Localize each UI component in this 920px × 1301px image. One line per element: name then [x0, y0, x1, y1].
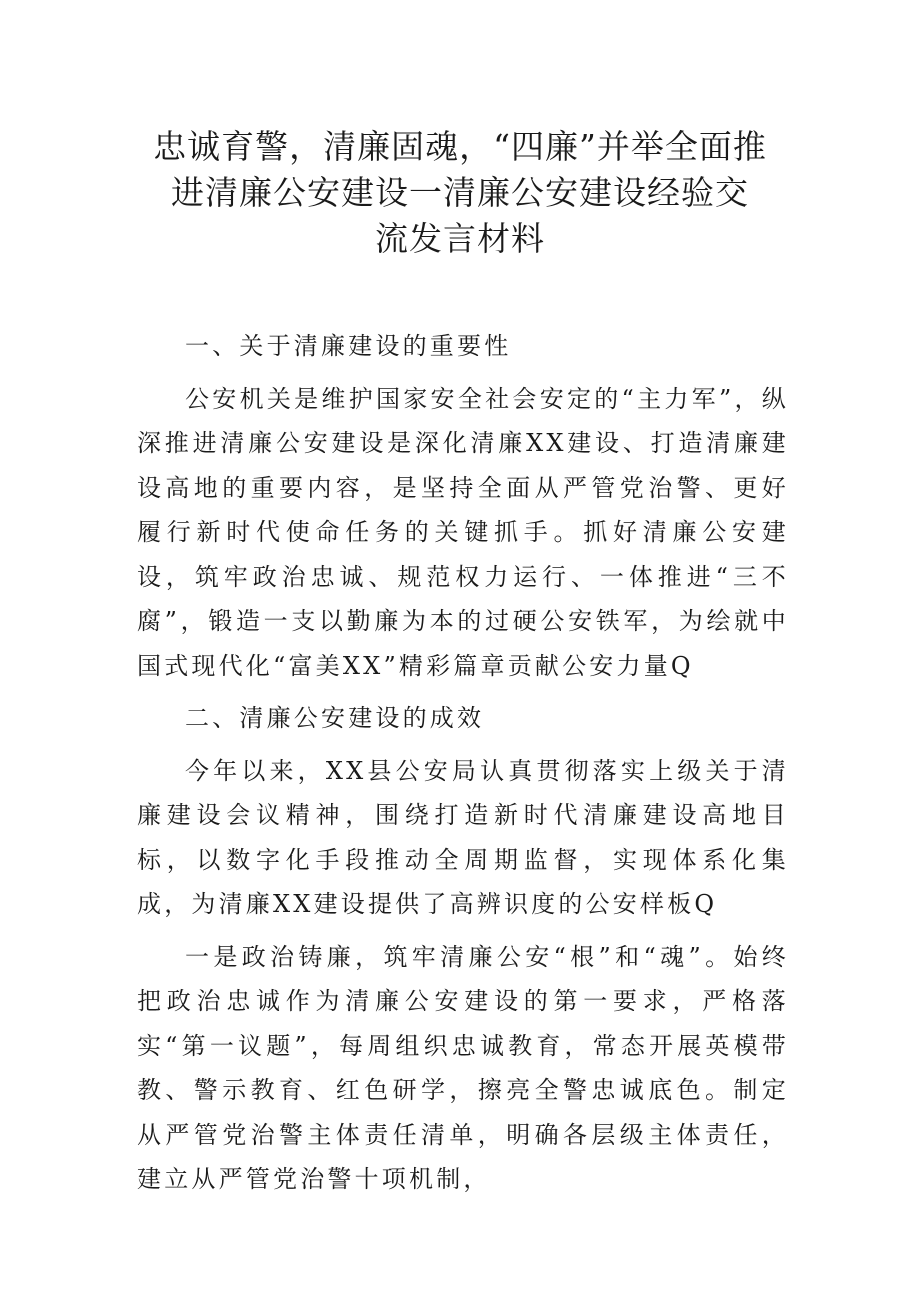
paragraph-achievements: 今年以来，XX县公安局认真贯彻落实上级关于清廉建设会议精神，围绕打造新时代清廉建设高地目标，以数字化手段推动全周期监督，实现体系化集成，为清廉XX建设提供了高辨识度的公安样板Q	[137, 756, 789, 918]
document-body	[137, 324, 789, 1210]
document-title	[120, 124, 800, 262]
title-line-2: 进清廉公安建设一清廉公安建设经验交	[171, 173, 749, 212]
section-heading-1: 一、关于清廉建设的重要性	[185, 332, 512, 360]
section-heading-2: 二、清廉公安建设的成效	[185, 704, 485, 732]
paragraph-political-integrity: 一是政治铸廉，筑牢清廉公安“根”和“魂”。始终把政治忠诚作为清廉公安建设的第一要求，严格落实“第一议题”，每周组织忠诚教育，常态开展英模带教、警示教育、红色研学，擦亮全警忠诚底色。制定从严管党治警主体责任清单，明确各层级主体责任，建立从严管党治警十项机制，	[137, 942, 789, 1193]
title-line-3: 流发言材料	[375, 219, 545, 258]
title-line-1: 忠诚育警，清廉固魂，“四廉”并举全面推	[153, 127, 767, 166]
paragraph-importance: 公安机关是维护国家安全社会安定的“主力军”，纵深推进清廉公安建设是深化清廉XX建设、打造清廉建设高地的重要内容，是坚持全面从严管党治警、更好履行新时代使命任务的关键抓手。抓好清廉公安建设，筑牢政治忠诚、规范权力运行、一体推进“三不腐”，锻造一支以勤廉为本的过硬公安铁军，为绘就中国式现代化“富美XX”精彩篇章贡献公安力量Q	[137, 384, 789, 680]
